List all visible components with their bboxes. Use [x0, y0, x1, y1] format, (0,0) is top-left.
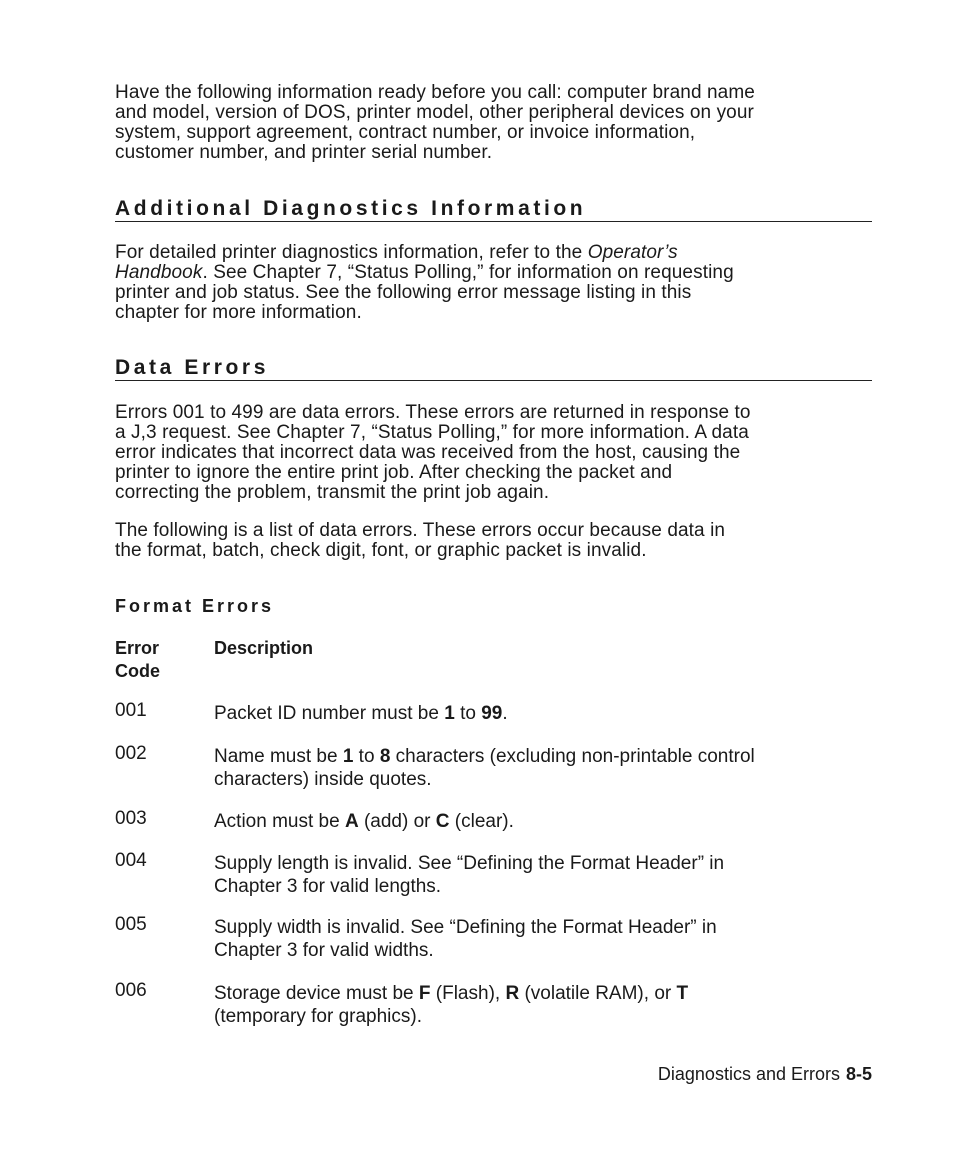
section-heading-diagnostics: Additional Diagnostics Information: [115, 197, 872, 222]
text-run: (Flash),: [430, 983, 506, 1004]
error-code: 002: [115, 743, 147, 764]
text-run: to: [353, 746, 380, 767]
bold-value: 99: [481, 703, 503, 724]
diagnostics-line: printer and job status. See the following error message listing in this: [115, 282, 692, 303]
text-run: (clear).: [449, 811, 514, 832]
text-run: Storage device must be: [214, 983, 419, 1004]
error-description: [214, 852, 864, 898]
error-description: [214, 702, 864, 725]
text-run: Name must be: [214, 746, 343, 767]
column-header-error-code: [115, 637, 160, 683]
data-errors-paragraph-1: [115, 403, 875, 503]
page-number: 8-5: [845, 1064, 872, 1084]
error-code: 003: [115, 808, 147, 829]
text-run: .: [502, 703, 508, 724]
data-errors-paragraph-2: [115, 521, 875, 561]
diagnostics-paragraph: [115, 243, 875, 323]
column-header-line: Code: [115, 661, 160, 681]
bold-value: R: [505, 983, 520, 1004]
bold-value: T: [676, 983, 689, 1004]
intro-line: and model, version of DOS, printer model, other peripheral devices on your: [115, 102, 754, 123]
subheading-format-errors: Format Errors: [115, 596, 275, 616]
text-run: Packet ID number must be: [214, 703, 445, 724]
description-line: Chapter 3 for valid widths.: [214, 940, 434, 961]
error-description: [214, 810, 864, 833]
diagnostics-line: [115, 243, 875, 263]
intro-line: Have the following information ready before you call: computer brand name: [115, 82, 755, 103]
page-footer: [658, 1063, 872, 1085]
text-run: (volatile RAM), or: [519, 983, 677, 1004]
description-line: characters) inside quotes.: [214, 769, 432, 790]
error-code: 001: [115, 700, 147, 721]
text-run: to: [454, 703, 482, 724]
bold-value: F: [418, 983, 431, 1004]
description-line: (temporary for graphics).: [214, 1006, 423, 1027]
description-line: Supply width is invalid. See “Defining the Format Header” in: [214, 917, 717, 938]
bold-value: 1: [444, 703, 455, 724]
section-heading-data-errors: Data Errors: [115, 356, 872, 381]
error-description: [214, 916, 864, 962]
footer-chapter-title: Diagnostics and Errors: [657, 1064, 840, 1084]
bold-value: A: [344, 811, 359, 832]
paragraph-line: the format, batch, check digit, font, or graphic packet is invalid.: [115, 540, 647, 561]
text-run: Action must be: [214, 811, 345, 832]
bold-value: 8: [379, 746, 391, 767]
error-code: 004: [115, 850, 147, 871]
intro-paragraph: [115, 83, 875, 163]
description-line: [214, 745, 864, 768]
paragraph-line: error indicates that incorrect data was received from the host, causing the: [115, 442, 741, 463]
text-run: . See Chapter 7, “Status Polling,” for information on requesting: [202, 262, 734, 283]
paragraph-line: printer to ignore the entire print job. After checking the packet and: [115, 462, 673, 483]
column-header-line: Error: [115, 638, 160, 658]
error-code: 005: [115, 914, 147, 935]
handbook-title-part: Operator’s: [587, 242, 678, 263]
error-code: 006: [115, 980, 147, 1001]
paragraph-line: The following is a list of data errors. These errors occur because data in: [115, 520, 726, 541]
text-run: characters (excluding non-printable control: [390, 746, 755, 767]
description-line: Supply length is invalid. See “Defining the Format Header” in: [214, 853, 725, 874]
intro-line: customer number, and printer serial number.: [115, 142, 493, 163]
description-line: [214, 982, 864, 1005]
error-description: [214, 745, 864, 791]
diagnostics-line: chapter for more information.: [115, 302, 362, 323]
description-line: Chapter 3 for valid lengths.: [214, 876, 442, 897]
text-run: For detailed printer diagnostics information, refer to the: [115, 242, 588, 263]
paragraph-line: correcting the problem, transmit the print job again.: [115, 482, 550, 503]
paragraph-line: Errors 001 to 499 are data errors. These errors are returned in response to: [115, 402, 751, 423]
text-run: (add) or: [358, 811, 436, 832]
diagnostics-line: [115, 263, 875, 283]
column-header-description: Description: [214, 638, 314, 658]
paragraph-line: a J,3 request. See Chapter 7, “Status Polling,” for more information. A data: [115, 422, 749, 443]
handbook-title-part: Handbook: [115, 262, 203, 283]
bold-value: 1: [342, 746, 354, 767]
error-description: [214, 982, 864, 1028]
bold-value: C: [435, 811, 450, 832]
intro-line: system, support agreement, contract number, or invoice information,: [115, 122, 696, 143]
